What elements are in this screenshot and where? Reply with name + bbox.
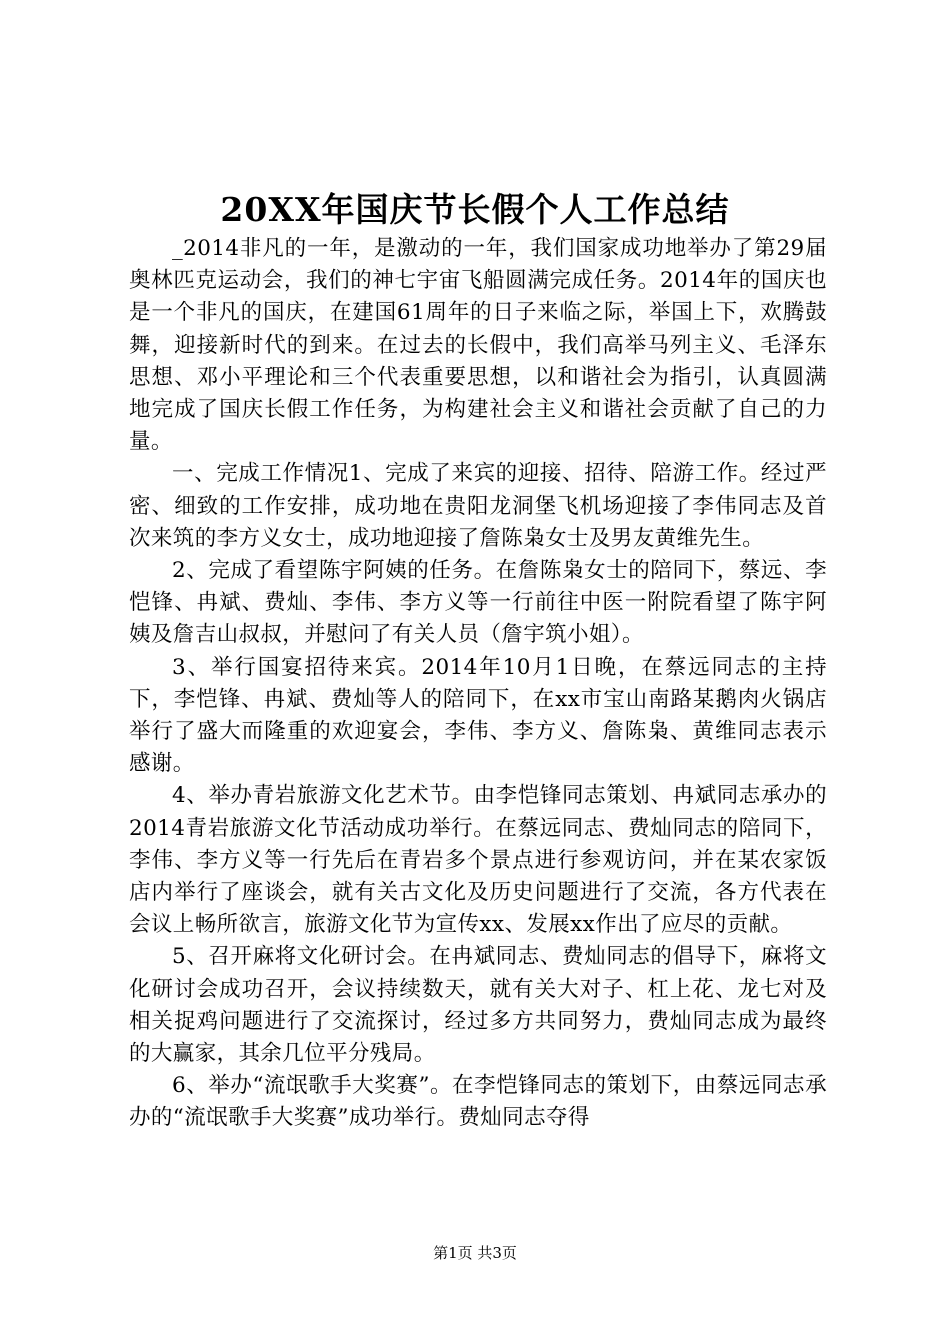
paragraph-item-4: 4、举办青岩旅游文化艺术节。由李恺锋同志策划、冉斌同志承办的2014青岩旅游文化节活动成功举行。在蔡远同志、费灿同志的陪同下，李伟、李方义等一行先后在青岩多个景点进行参观访问，并在某农家饭店内举行了座谈会，就有关古文化及历史问题进行了交流，各方代表在会议上畅所欲言，旅游文化节为宣传xx、发展xx作出了应尽的贡献。	[129, 783, 827, 938]
paragraph-item-2: 2、完成了看望陈宇阿姨的任务。在詹陈枭女士的陪同下，蔡远、李恺锋、冉斌、费灿、李伟、李方义等一行前往中医一附院看望了陈宇阿姨及詹吉山叔叔，并慰问了有关人员（詹宇筑小姐）。	[129, 558, 827, 648]
document-title: 20XX年国庆节长假个人工作总结	[220, 190, 730, 229]
paragraph-item-3: 3、举行国宴招待来宾。2014年10月1日晚，在蔡远同志的主持下，李恺锋、冉斌、费灿等人的陪同下，在xx市宝山南路某鹅肉火锅店举行了盛大而隆重的欢迎宴会，李伟、李方义、詹陈枭、黄维同志表示感谢。	[129, 654, 827, 777]
page-number-footer: 第1页 共3页	[433, 1244, 517, 1262]
paragraph-section-1: 一、完成工作情况1、完成了来宾的迎接、招待、陪游工作。经过严密、细致的工作安排，成功地在贵阳龙洞堡飞机场迎接了李伟同志及首次来筑的李方义女士，成功地迎接了詹陈枭女士及男友黄维先生。	[129, 461, 827, 551]
paragraph-item-6: 6、举办“流氓歌手大奖赛”。在李恺锋同志的策划下，由蔡远同志承办的“流氓歌手大奖赛”成功举行。费灿同志夺得	[129, 1073, 827, 1131]
paragraph-item-5: 5、召开麻将文化研讨会。在冉斌同志、费灿同志的倡导下，麻将文化研讨会成功召开，会议持续数天，就有关大对子、杠上花、龙七对及相关捉鸡问题进行了交流探讨，经过多方共同努力，费灿同志成为最终的大赢家，其余几位平分残局。	[129, 944, 827, 1067]
document-body	[129, 233, 827, 1135]
paragraph-intro: _2014非凡的一年，是激动的一年，我们国家成功地举办了第29届奥林匹克运动会，我们的神七宇宙飞船圆满完成任务。2014年的国庆也是一个非凡的国庆，在建国61周年的日子来临之际，举国上下，欢腾鼓舞，迎接新时代的到来。在过去的长假中，我们高举马列主义、毛泽东思想、邓小平理论和三个代表重要思想，以和谐社会为指引，认真圆满地完成了国庆长假工作任务，为构建社会主义和谐社会贡献了自己的力量。	[129, 236, 827, 455]
